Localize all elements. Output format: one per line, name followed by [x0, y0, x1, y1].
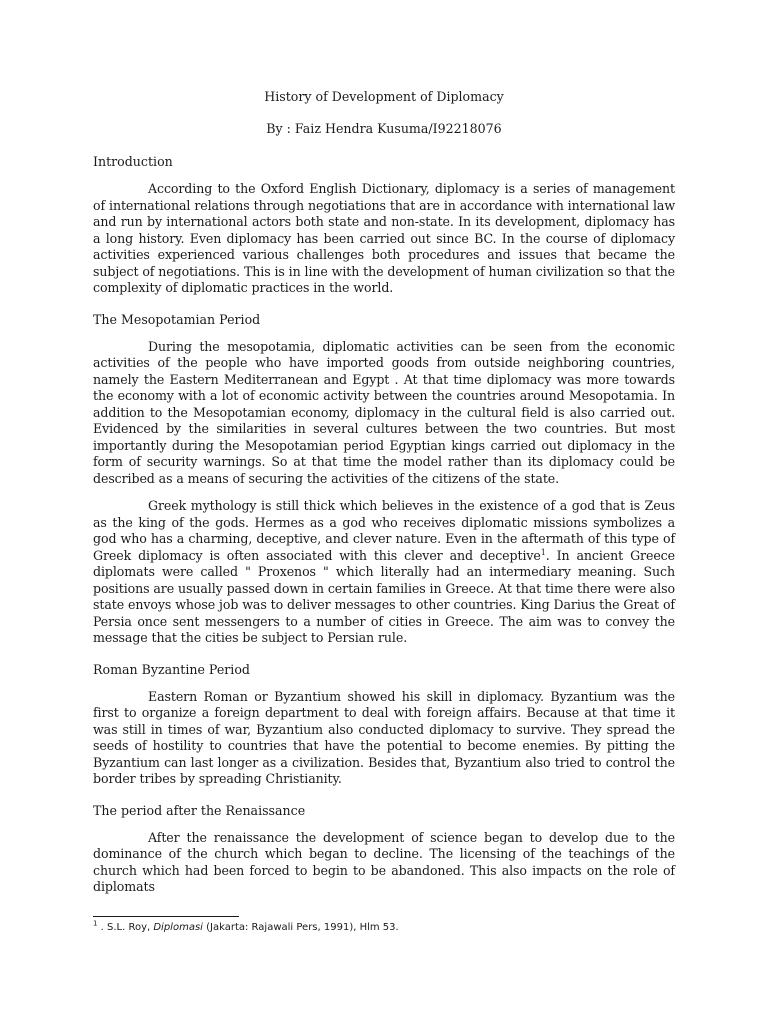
paragraph-mesopotamian: During the mesopotamia, diplomatic activities can be seen from the economic activities of the people who have imported goods from outside neighboring countries, namely the Eastern Mediterranean and Egypt . At that time diplomacy was more towards the economy with a lot of economic activity between the countries around Mesopotamia. In addition to the Mesopotamian economy, diplomacy in the cultural field is also carried out. Evidenced by the similarities in several cultures between the two countries. But most importantly during the Mesopotamian period Egyptian kings carried out diplomacy in the form of security warnings. So at that time the model rather than its diplomacy could be described as a means of securing the activities of the citizens of the state. — [93, 338, 675, 486]
section-heading-byzantine: Roman Byzantine Period — [93, 661, 250, 677]
paragraph-greek-text-after: . In ancient Greece diplomats were called " Proxenos " which literally had an intermediary meaning. Such positions are usually passed down in certain families in Greece. At that time there were also state envoys whose job was to deliver messages to other countries. King Darius the Great of Persia once sent messengers to a number of cities in Greece. The aim was to convey the message that the cities be subject to Persian rule. — [93, 547, 675, 645]
section-heading-renaissance: The period after the Renaissance — [93, 802, 306, 818]
footnote-book-title: Diplomasi — [153, 922, 203, 933]
footnote-separator — [93, 916, 239, 917]
document-title: History of Development of Diplomacy — [264, 89, 504, 104]
document-author: By : Faiz Hendra Kusuma/I92218076 — [266, 121, 502, 136]
footnote-reference[interactable]: 1 — [540, 547, 546, 557]
paragraph-greek — [93, 498, 675, 647]
footnote — [93, 921, 399, 934]
paragraph-greek-text-before: Greek mythology is still thick which believes in the existence of a god that is Zeus as the king of the gods. Hermes as a god who receives diplomatic missions symbolizes a god who has a charming, deceptive, and clever nature. Even in the aftermath of this type of Greek diplomacy is often associated with this clever and deceptive — [93, 498, 675, 563]
section-heading-introduction: Introduction — [93, 154, 173, 169]
section-heading-mesopotamian: The Mesopotamian Period — [93, 311, 261, 327]
paragraph-renaissance: After the renaissance the development of science began to develop due to the dominance of the church which began to decline. The licensing of the teachings of the church which had been forced to begin to be abandoned. This also impacts on the role of diplomats — [93, 829, 675, 894]
document-page — [93, 80, 675, 896]
paragraph-introduction: According to the Oxford English Dictionary, diplomacy is a series of management of international relations through negotiations that are in accordance with international law and run by international actors both state and non-state. In its development, diplomacy has a long history. Even diplomacy has been carried out since BC. In the course of diplomacy activities experienced various challenges both procedures and issues that became the subject of negotiations. This is in line with the development of human civilization so that the complexity of diplomatic practices in the world. — [93, 181, 675, 295]
footnote-prefix: . S.L. Roy, — [97, 922, 154, 933]
paragraph-byzantine: Eastern Roman or Byzantium showed his skill in diplomacy. Byzantium was the first to organize a foreign department to deal with foreign affairs. Because at that time it was still in times of war, Byzantium also conducted diplomacy to survive. They spread the seeds of hostility to countries that have the potential to become enemies. By pitting the Byzantium can last longer as a civilization. Besides that, Byzantium also tried to control the border tribes by spreading Christianity. — [93, 688, 675, 786]
footnote-suffix: (Jakarta: Rajawali Pers, 1991), Hlm 53. — [202, 922, 399, 933]
footnote-marker: 1 — [93, 919, 98, 928]
